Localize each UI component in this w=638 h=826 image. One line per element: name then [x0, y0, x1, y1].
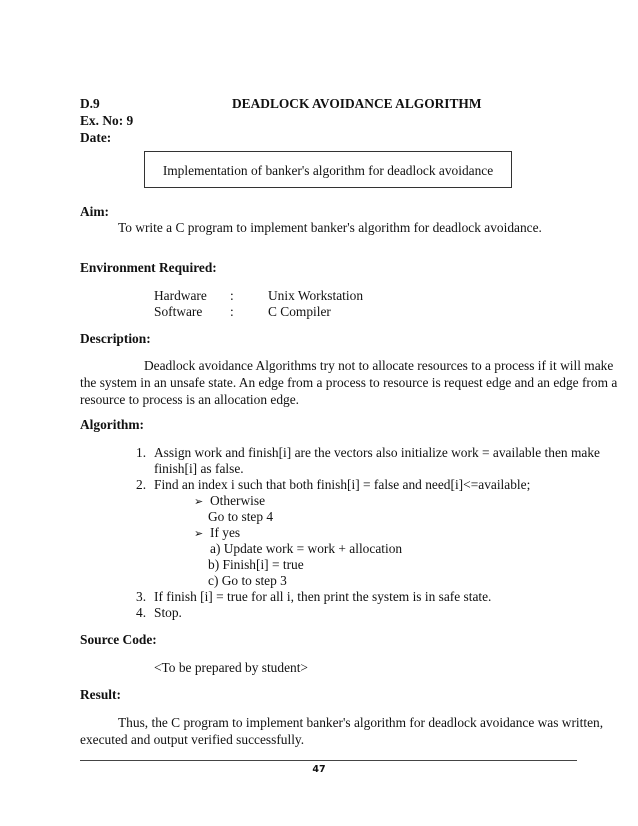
- date-label: Date:: [80, 130, 112, 145]
- exercise-code: D.9: [80, 96, 100, 111]
- env-software-label: Software: [154, 304, 203, 319]
- branch-if-yes: If yes: [210, 525, 241, 540]
- aim-text: To write a C program to implement banker's algorithm for deadlock avoidance.: [118, 220, 542, 235]
- step-1-line-1: Assign work and finish[i] are the vectors also initialize work = available then make: [154, 445, 600, 460]
- result-line-2: executed and output verified successfully.: [80, 732, 305, 747]
- objective-box: [144, 151, 512, 188]
- step-2-line-1: Find an index i such that both finish[i] = false and need[i]<=available;: [154, 477, 531, 492]
- env-software-sep: :: [230, 304, 234, 319]
- sub-step-c: c) Go to step 3: [208, 573, 287, 588]
- source-code-heading: Source Code:: [80, 632, 157, 647]
- step-2-number: 2.: [136, 477, 147, 492]
- aim-heading: Aim:: [80, 204, 110, 219]
- exercise-number: Ex. No: 9: [80, 113, 134, 128]
- description-line-2: the system in an unsafe state. An edge from a process to resource is request edge and an edge from a: [80, 375, 618, 390]
- env-hardware-value: Unix Workstation: [268, 288, 364, 303]
- footer-rule: [80, 760, 577, 761]
- environment-heading: Environment Required:: [80, 260, 217, 275]
- branch-goto-step-4: Go to step 4: [208, 509, 274, 524]
- arrow-bullet-icon: ➢: [194, 495, 204, 508]
- source-code-placeholder: <To be prepared by student>: [154, 660, 308, 675]
- step-4-number: 4.: [136, 605, 147, 620]
- step-3-number: 3.: [136, 589, 147, 604]
- result-line-1: Thus, the C program to implement banker's algorithm for deadlock avoidance was written,: [118, 715, 604, 730]
- step-3-text: If finish [i] = true for all i, then print the system is in safe state.: [154, 589, 492, 604]
- page-number: 47: [312, 764, 326, 775]
- step-1-number: 1.: [136, 445, 147, 460]
- page-title: DEADLOCK AVOIDANCE ALGORITHM: [232, 96, 482, 111]
- arrow-bullet-icon: ➢: [194, 527, 204, 540]
- step-1-line-2: finish[i] as false.: [154, 461, 244, 476]
- sub-step-b: b) Finish[i] = true: [208, 557, 304, 572]
- env-hardware-sep: :: [230, 288, 234, 303]
- algorithm-heading: Algorithm:: [80, 417, 144, 432]
- description-heading: Description:: [80, 331, 151, 346]
- env-hardware-label: Hardware: [154, 288, 207, 303]
- sub-step-a: a) Update work = work + allocation: [210, 541, 403, 556]
- env-software-value: C Compiler: [268, 304, 331, 319]
- result-heading: Result:: [80, 687, 121, 702]
- description-line-1: Deadlock avoidance Algorithms try not to allocate resources to a process if it will make: [144, 358, 614, 373]
- description-line-3: resource to process is an allocation edge.: [80, 392, 300, 407]
- branch-otherwise: Otherwise: [210, 493, 266, 508]
- step-4-text: Stop.: [154, 605, 182, 620]
- objective-text: Implementation of banker's algorithm for deadlock avoidance: [162, 163, 494, 178]
